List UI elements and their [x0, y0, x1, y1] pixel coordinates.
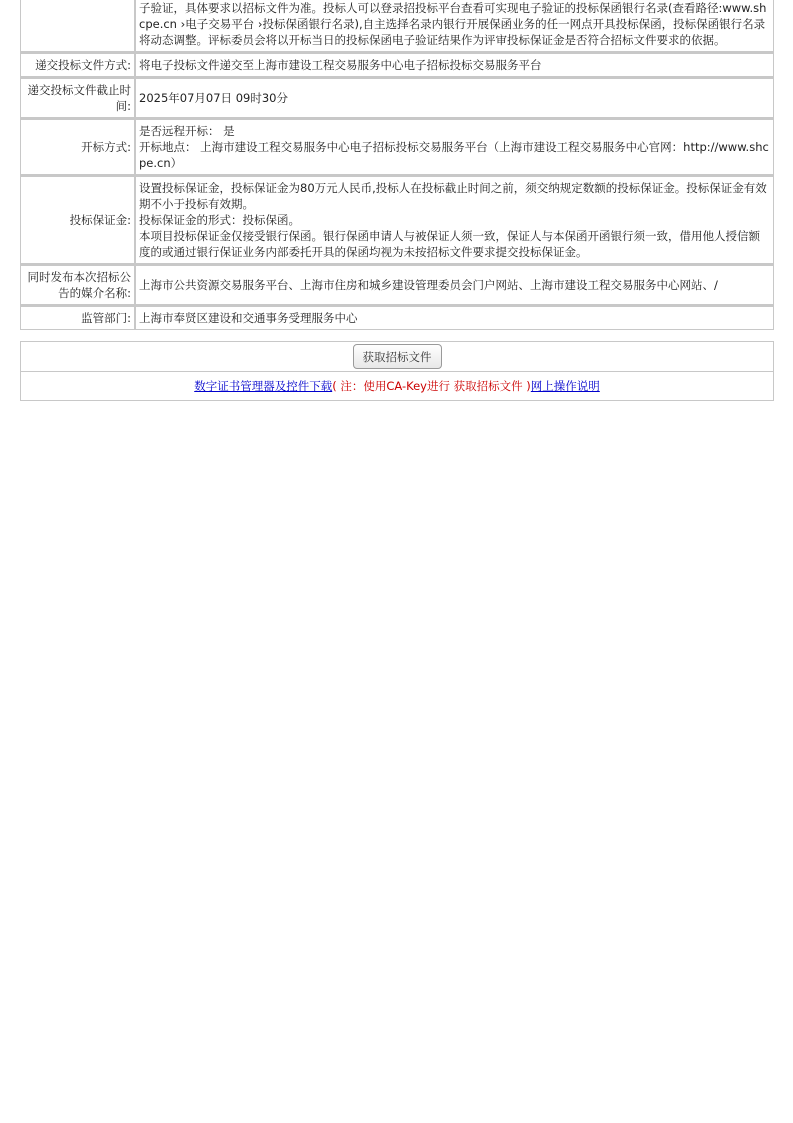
row-value-line: 投标保证金的形式：投标保函。 [139, 213, 300, 227]
row-value-line: 将电子投标文件递交至上海市建设工程交易服务中心电子招标投标交易服务平台 [139, 58, 542, 72]
ca-key-note: ( 注：使用CA-Key进行 获取招标文件 ) [332, 379, 531, 393]
row-value-line: 上海市公共资源交易服务平台、上海市住房和城乡建设管理委员会门户网站、上海市建设工程交易服务中心网站、/ [139, 278, 718, 292]
row-label: 投标保证金: [20, 175, 135, 264]
row-value-line: 上海市奉贤区建设和交通事务受理服务中心 [139, 311, 358, 325]
row-value [135, 305, 774, 330]
download-row [21, 372, 773, 400]
info-row [20, 264, 774, 305]
tender-info-body [20, 0, 774, 330]
row-value-line: 本项目投标保证金仅接受银行保函。银行保函申请人与被保证人须一致，保证人与本保函开函银行须一致，借用他人授信额度的或通过银行保证业务内部委托开具的保函均视为未按招标文件要求提交投标保证金。 [139, 229, 760, 259]
action-panel [20, 341, 774, 401]
row-value [135, 264, 774, 305]
row-label: 递交投标文件截止时间: [20, 77, 135, 118]
row-value-line: 2025年07月07日 09时30分 [139, 91, 288, 105]
row-value [135, 175, 774, 264]
info-row [20, 0, 774, 52]
online-help-link[interactable]: 网上操作说明 [530, 379, 600, 393]
row-value [135, 118, 774, 175]
row-label: 监管部门: [20, 305, 135, 330]
row-label: 开标方式: [20, 118, 135, 175]
info-row [20, 175, 774, 264]
get-file-row [21, 342, 773, 372]
row-value-line: 开标地点： 上海市建设工程交易服务中心电子招标投标交易服务平台（上海市建设工程交易服务中心官网：http://www.shcpe.cn） [139, 140, 769, 170]
row-value-line: 设置投标保证金，投标保证金为80万元人民币,投标人在投标截止时间之前，须交纳规定数额的投标保证金。投标保证金有效期不小于投标有效期。 [139, 181, 767, 211]
info-row [20, 305, 774, 330]
info-row [20, 118, 774, 175]
row-label [20, 0, 135, 52]
row-value [135, 77, 774, 118]
row-value-line: 子验证，具体要求以招标文件为准。投标人可以登录招投标平台查看可实现电子验证的投标保函银行名录(查看路径:www.shcpe.cn ›电子交易平台 ›投标保函银行名录),自主选择名录内银行开展保函业务的任一网点开具投标保函，投标保函银行名录将动态调整。评标委员会将以开标当日的投标保函电子验证结果作为评审投标保证金是否符合招标文件要求的依据。 [139, 1, 767, 47]
row-value [135, 0, 774, 52]
get-tender-file-button[interactable]: 获取招标文件 [353, 344, 442, 369]
row-label: 递交投标文件方式: [20, 52, 135, 77]
row-value-line: 是否远程开标： 是 [139, 124, 235, 138]
row-value [135, 52, 774, 77]
info-row [20, 77, 774, 118]
info-row [20, 52, 774, 77]
tender-info-table [20, 0, 774, 330]
row-label: 同时发布本次招标公告的媒介名称: [20, 264, 135, 305]
cert-manager-download-link[interactable]: 数字证书管理器及控件下载 [194, 379, 333, 393]
